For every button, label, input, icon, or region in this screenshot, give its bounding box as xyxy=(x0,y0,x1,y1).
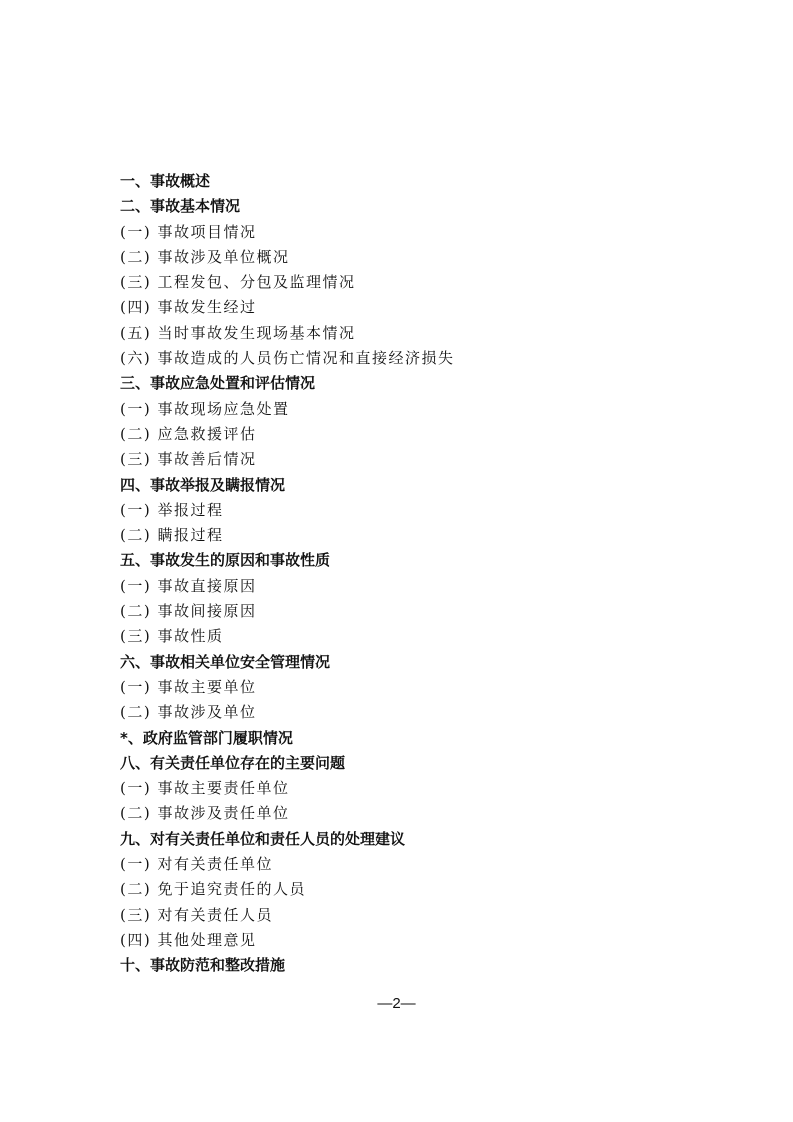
toc-subsection-item: (四) 其他处理意见 xyxy=(120,930,257,949)
toc-section-heading: 十、事故防范和整改措施 xyxy=(120,956,286,975)
table-of-contents xyxy=(120,169,680,979)
toc-subsection-item: (二) 免于追究责任的人员 xyxy=(120,880,306,899)
toc-subsection-item: (三) 对有关责任人员 xyxy=(120,905,273,924)
toc-subsection-item: (一) 事故主要单位 xyxy=(120,677,257,696)
toc-subsection-item: (二) 事故涉及责任单位 xyxy=(120,804,290,823)
toc-section-heading: 八、有关责任单位存在的主要问题 xyxy=(120,753,346,772)
toc-section-heading: 五、事故发生的原因和事故性质 xyxy=(120,551,331,570)
toc-subsection-item: (二) 瞒报过程 xyxy=(120,526,224,545)
toc-subsection-item: (二) 事故涉及单位 xyxy=(120,703,257,722)
toc-section-heading: 一、事故概述 xyxy=(120,172,211,190)
toc-subsection-item: (二) 应急救援评估 xyxy=(120,424,257,443)
toc-section-heading: 四、事故举报及瞒报情况 xyxy=(120,475,286,494)
toc-section-heading: *、政府监管部门履职情况 xyxy=(120,728,293,747)
toc-subsection-item: (一) 举报过程 xyxy=(120,500,224,519)
toc-section-heading: 九、对有关责任单位和责任人员的处理建议 xyxy=(120,829,406,848)
toc-subsection-item: (六) 事故造成的人员伤亡情况和直接经济损失 xyxy=(120,349,455,368)
toc-section-heading: 六、事故相关单位安全管理情况 xyxy=(120,652,331,671)
toc-subsection-item: (一) 事故直接原因 xyxy=(120,576,257,595)
toc-subsection-item: (三) 事故性质 xyxy=(120,627,224,646)
toc-subsection-item: (一) 事故项目情况 xyxy=(120,222,257,241)
toc-section-heading: 二、事故基本情况 xyxy=(120,197,241,216)
toc-subsection-item: (一) 对有关责任单位 xyxy=(120,855,273,874)
toc-subsection-item: (三) 工程发包、分包及监理情况 xyxy=(120,273,356,292)
toc-subsection-item: (一) 事故主要责任单位 xyxy=(120,779,290,798)
toc-subsection-item: (四) 事故发生经过 xyxy=(120,298,257,317)
toc-subsection-item: (二) 事故间接原因 xyxy=(120,602,257,621)
toc-subsection-item: (三) 事故善后情况 xyxy=(120,450,257,469)
toc-section-heading: 三、事故应急处置和评估情况 xyxy=(120,374,316,393)
toc-subsection-item: (二) 事故涉及单位概况 xyxy=(120,247,290,266)
toc-subsection-item: (一) 事故现场应急处置 xyxy=(120,399,290,418)
toc-subsection-item: (五) 当时事故发生现场基本情况 xyxy=(120,323,356,342)
page-number: —2— xyxy=(377,995,416,1012)
